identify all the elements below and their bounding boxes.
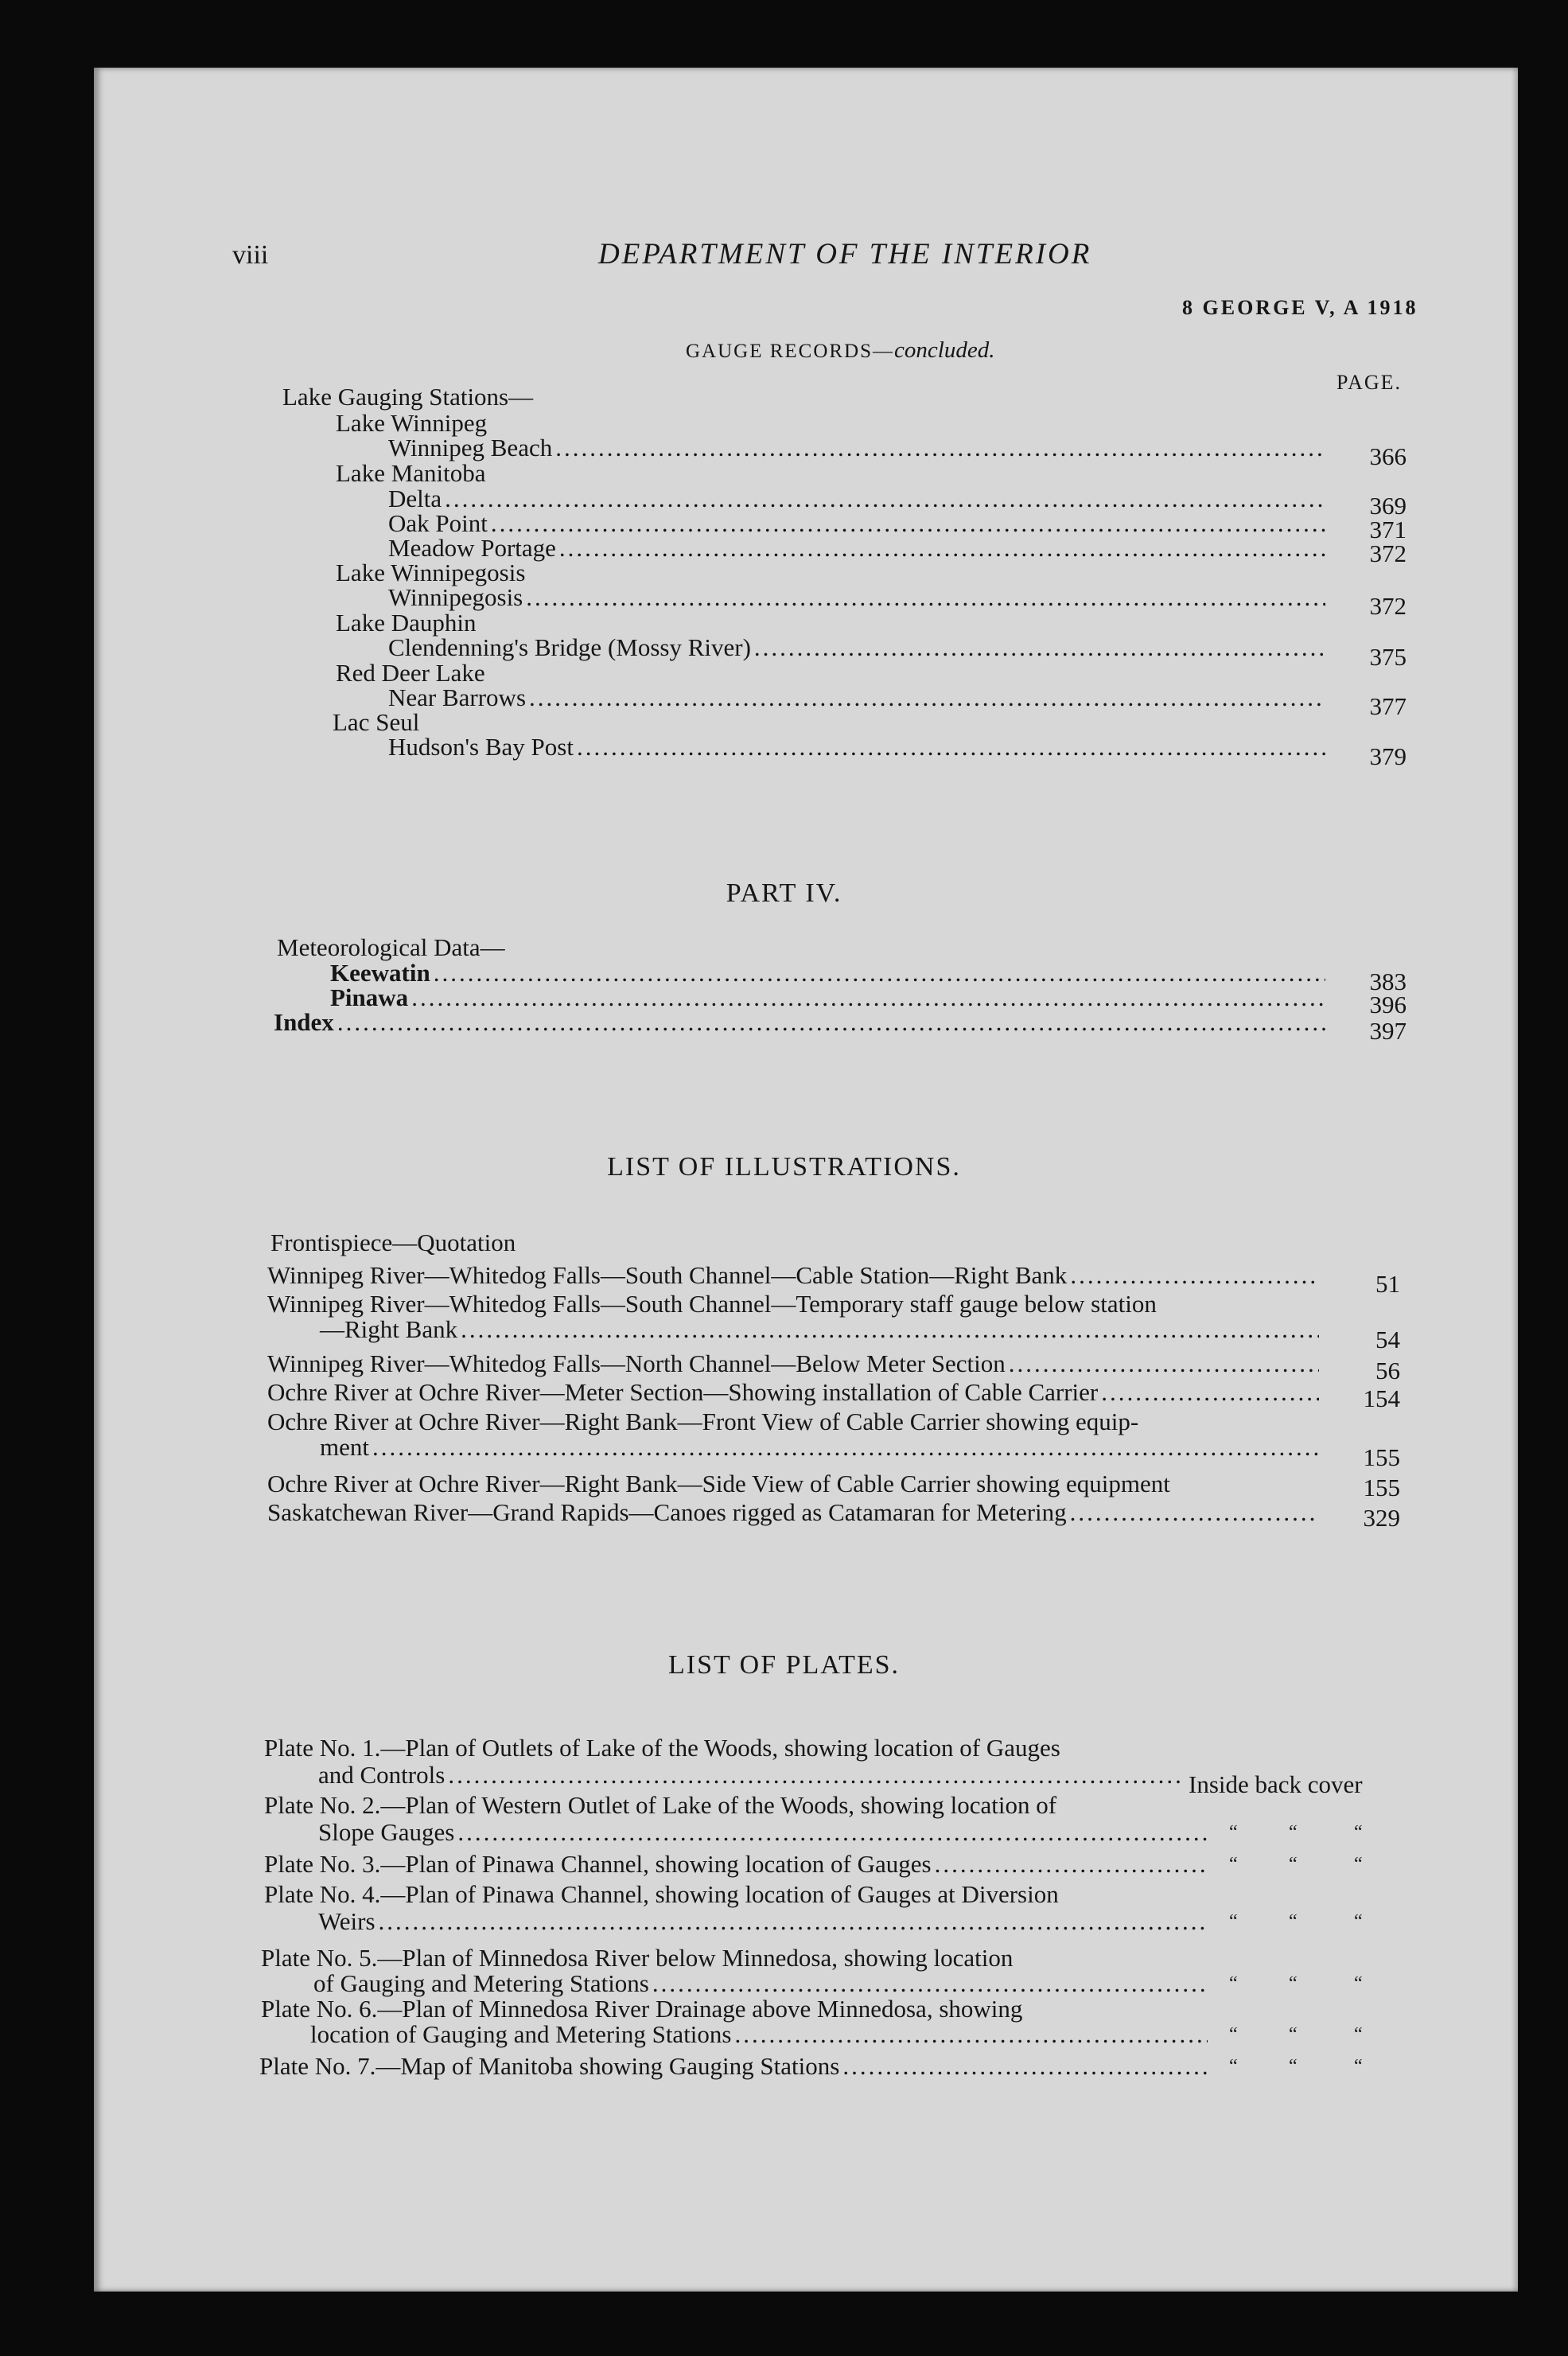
ditto-mark: “ [1354,1911,1363,1932]
toc-entry: Near Barrows ..... [388,684,1329,711]
illustrations-heading: LIST OF ILLUSTRATIONS. [607,1152,961,1182]
plate-entry-cont: Slope Gauges ..... [318,1819,1211,1845]
ditto-mark: “ [1354,2056,1363,2077]
plates-heading: LIST OF PLATES. [667,1650,901,1680]
running-title: DEPARTMENT OF THE INTERIOR [598,238,1092,271]
page-ref: 51 [1375,1270,1400,1298]
page-ref: 397 [1369,1017,1407,1045]
plate-entry: Plate No. 4.—Plan of Pinawa Channel, showing location of Gauges at Diversion [264,1880,1059,1908]
toc-entry: Winnipeg Beach ..... [388,434,1329,461]
ditto-mark: “ [1229,1973,1238,1994]
plate-entry-cont: and Controls ..... [318,1762,1185,1788]
page-ref: 375 [1369,643,1407,671]
ditto-mark: “ [1289,1822,1298,1843]
toc-entry: Pinawa ..... [330,984,1329,1011]
ditto-mark: “ [1289,2024,1298,2045]
plate-entry: Plate No. 6.—Plan of Minnedosa River Drainage above Minnedosa, showing [261,1995,1023,2023]
illustration-entry: Ochre River at Ochre River—Meter Section—Showing installation of Cable Carrier ..... [267,1379,1322,1405]
lake-name: Lac Seul [333,708,420,736]
page-ref: 372 [1369,539,1407,567]
page-ref: 154 [1363,1384,1400,1412]
ditto-mark: “ [1354,1854,1363,1875]
toc-entry: Hudson's Bay Post ..... [388,734,1329,760]
frontispiece-entry: Frontispiece—Quotation [270,1229,516,1256]
ditto-mark: “ [1289,1911,1298,1932]
page-ref: 371 [1369,516,1407,543]
toc-entry: Keewatin ..... [330,960,1329,986]
part-iv-heading: PART IV. [726,878,842,908]
plate-entry-cont: location of Gauging and Metering Stations ..... [310,2021,1211,2047]
page-ref: 379 [1369,742,1407,770]
page-ref: 372 [1369,592,1407,620]
ditto-mark: “ [1354,1822,1363,1843]
illustration-entry: Ochre River at Ochre River—Right Bank—Side View of Cable Carrier showing equipment [267,1470,1170,1497]
page-ref: 155 [1363,1474,1400,1501]
plate-entry: Plate No. 3.—Plan of Pinawa Channel, showing location of Gauges ..... [264,1851,1211,1877]
plate-entry: Plate No. 2.—Plan of Western Outlet of Lake of the Woods, showing location of [264,1791,1057,1819]
page-ref: 366 [1369,442,1407,470]
plate-entry-cont: Weirs ..... [318,1908,1211,1934]
meteorological-heading: Meteorological Data— [277,933,505,961]
illustration-entry: Winnipeg River—Whitedog Falls—North Channel—Below Meter Section ..... [267,1350,1322,1377]
illustration-entry: Saskatchewan River—Grand Rapids—Canoes rigged as Catamaran for Metering ..... [267,1499,1322,1525]
page-ref: 56 [1375,1357,1400,1384]
illustration-entry: Winnipeg River—Whitedog Falls—South Channel—Cable Station—Right Bank ..... [267,1262,1322,1288]
page-ref: 396 [1369,991,1407,1018]
toc-entry: Meadow Portage ..... [388,535,1329,561]
illustration-entry: Winnipeg River—Whitedog Falls—South Channel—Temporary staff gauge below station [267,1290,1157,1318]
page-ref: 383 [1369,968,1407,995]
ditto-mark: “ [1289,2056,1298,2077]
page-ref: 369 [1369,492,1407,520]
lake-name: Red Deer Lake [336,659,485,687]
plate-entry-cont: of Gauging and Metering Stations ..... [313,1970,1211,1996]
plate-entry: Plate No. 5.—Plan of Minnedosa River below Minnedosa, showing location [261,1944,1014,1972]
ditto-mark: “ [1229,2056,1238,2077]
lake-name: Lake Manitoba [336,459,486,487]
illustration-entry-cont: ment ..... [320,1434,1322,1460]
lake-gauging-heading: Lake Gauging Stations— [282,383,534,411]
ditto-mark: “ [1354,2024,1363,2045]
page-ref: 329 [1363,1504,1400,1532]
lake-name: Lake Winnipeg [336,409,488,437]
gauge-records-title: GAUGE RECORDS—concluded. [686,337,995,363]
index-entry: Index ..... [274,1009,1329,1035]
ditto-mark: “ [1229,2024,1238,2045]
lake-name: Lake Winnipegosis [336,559,526,586]
lake-name: Lake Dauphin [336,609,477,637]
page-ref: 54 [1375,1326,1400,1353]
session-label: 8 GEORGE V, A 1918 [1182,296,1418,319]
toc-entry: Clendenning's Bridge (Mossy River) ..... [388,634,1329,660]
ditto-mark: “ [1289,1854,1298,1875]
page-number: viii [232,240,269,270]
toc-entry: Delta ..... [388,485,1329,512]
ditto-mark: “ [1354,1973,1363,1994]
plate-location: Inside back cover [1189,1770,1363,1798]
page-ref: 377 [1369,692,1407,720]
ditto-mark: “ [1229,1822,1238,1843]
ditto-mark: “ [1289,1973,1298,1994]
illustration-entry: Ochre River at Ochre River—Right Bank—Front View of Cable Carrier showing equip- [267,1408,1139,1435]
ditto-mark: “ [1229,1854,1238,1875]
ditto-mark: “ [1229,1911,1238,1932]
toc-entry: Oak Point ..... [388,510,1329,536]
page-column-heading: PAGE. [1336,371,1403,394]
plate-entry: Plate No. 1.—Plan of Outlets of Lake of the Woods, showing location of Gauges [264,1734,1060,1762]
toc-entry: Winnipegosis ..... [388,584,1329,610]
illustration-entry-cont: —Right Bank ..... [320,1316,1322,1342]
plate-entry: Plate No. 7.—Map of Manitoba showing Gauging Stations ..... [259,2053,1211,2079]
page-ref: 155 [1363,1443,1400,1471]
